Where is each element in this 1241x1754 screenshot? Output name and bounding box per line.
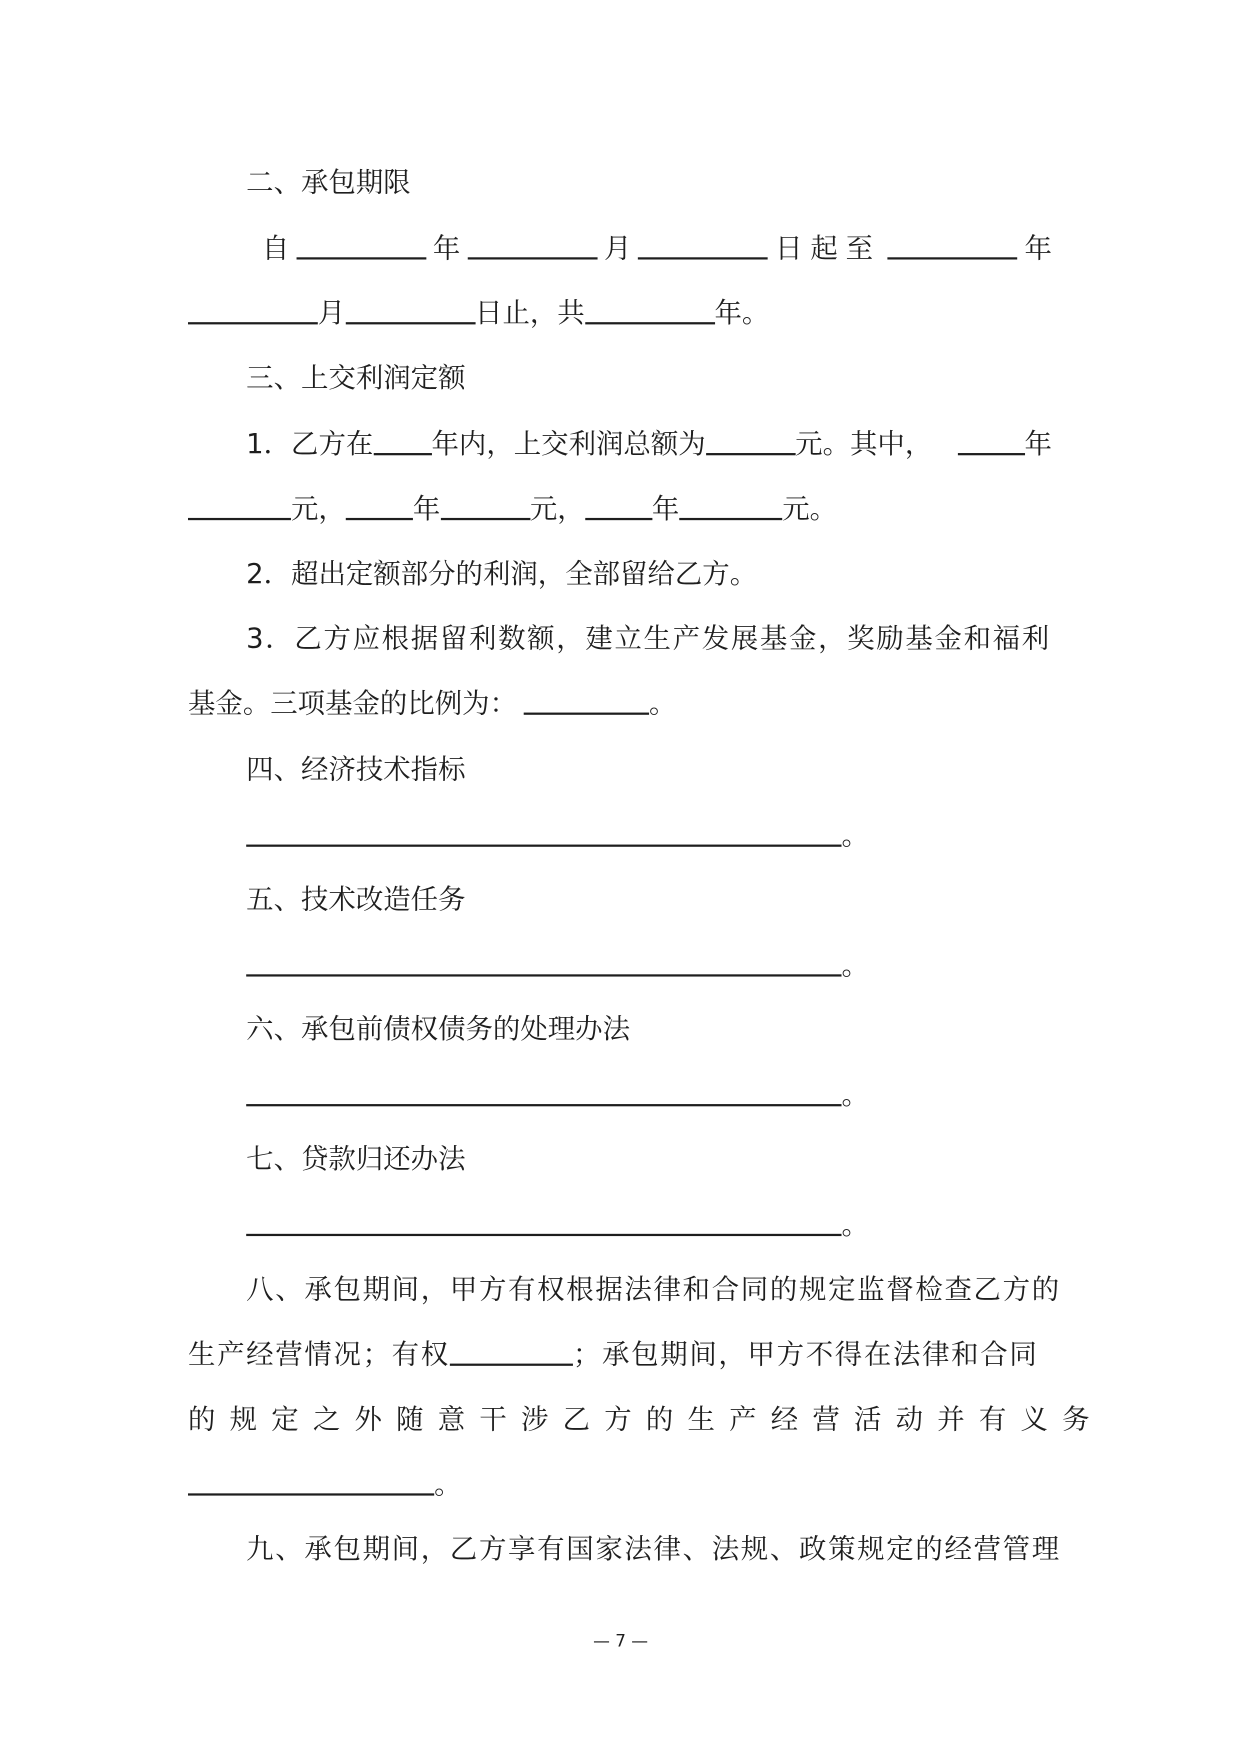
- profit-item-2: [246, 555, 757, 593]
- text-day-total: 日止，共: [475, 296, 585, 329]
- heading-text: 四、经济技术指标: [246, 752, 466, 786]
- section-8-text-2b: ；承包期间，甲方不得在法律和合同: [572, 1337, 1039, 1371]
- tech-renovation-fill-line: [246, 946, 869, 984]
- profit-item-3-line-2: [188, 685, 676, 723]
- blank-year-c: [585, 518, 652, 520]
- blank-year-b: [346, 518, 413, 520]
- text-yuan-b: 元，: [529, 492, 585, 525]
- indicators-fill-line: [246, 817, 869, 855]
- text-period: 。: [841, 1208, 869, 1241]
- blank-amount-b: [440, 518, 530, 520]
- text-period: 。: [841, 1078, 869, 1111]
- text-period: 。: [841, 948, 869, 982]
- blank-start-day: [638, 257, 768, 259]
- item-1-year-group: [957, 425, 1052, 463]
- loan-repayment-fill-line: [246, 1206, 869, 1244]
- item-1-text-group: [188, 425, 932, 463]
- section-8-line-3: [188, 1401, 1104, 1439]
- blank-start-month: [467, 257, 597, 259]
- heading-text: 二、承包期限: [246, 165, 411, 198]
- blank-total-years: [585, 322, 715, 324]
- text-year-b: 年: [412, 492, 441, 525]
- section-heading-indicators: [246, 751, 465, 789]
- text-yuan-among: 元。其中，: [795, 427, 933, 460]
- text-yuan-a: 元，: [290, 492, 346, 525]
- blank-amount-c: [679, 518, 782, 520]
- text-from: 自: [261, 231, 290, 264]
- profit-item-1-line-2: [188, 490, 837, 528]
- section-heading-term: [246, 163, 410, 201]
- debts-fill-line: [246, 1076, 869, 1114]
- heading-text: 三、上交利润定额: [246, 361, 466, 394]
- item-2-text: 2．超出定额部分的利润，全部留给乙方。: [246, 557, 758, 590]
- text-period: 。: [841, 818, 869, 852]
- section-heading-loan-repayment: [246, 1140, 465, 1178]
- heading-text: 七、贷款归还办法: [246, 1142, 466, 1175]
- text-month: 月: [603, 231, 632, 264]
- section-8-text-3: 的规定之外随意干涉乙方的生产经营活动并有义务: [187, 1402, 1104, 1436]
- page-number-text: — 7 —: [593, 1630, 649, 1652]
- text-yuan-c: 元。: [782, 492, 838, 525]
- blank-indicators: [246, 845, 841, 847]
- section-9-text-1: 九、承包期间，乙方享有国家法律、法规、政策规定的经营管理: [246, 1532, 1061, 1565]
- blank-total-amount: [706, 453, 796, 455]
- profit-item-1-line-1: [188, 425, 1052, 463]
- blank-party-a-obligation: [188, 1493, 434, 1495]
- term-line-1: [188, 229, 1052, 267]
- section-heading-tech-renovation: [246, 880, 465, 918]
- blank-loan-repayment: [246, 1234, 841, 1236]
- text-day-until: 日起至: [775, 231, 881, 264]
- blank-fund-ratio: [524, 713, 649, 715]
- heading-text: 五、技术改造任务: [246, 882, 466, 916]
- blank-end-month: [188, 322, 318, 324]
- blank-years-count: [373, 453, 431, 455]
- text-period: 。: [649, 686, 677, 720]
- item-3-text: 3．乙方应根据留利数额，建立生产发展基金，奖励基金和福利: [246, 621, 1051, 655]
- section-9-line-1: [246, 1530, 1061, 1568]
- blank-year-a: [957, 453, 1024, 455]
- text-year-2: 年: [1024, 231, 1052, 264]
- text-party-b-within: 1．乙方在: [246, 427, 374, 460]
- text-month-2: 月: [317, 296, 346, 329]
- blank-end-day: [345, 322, 475, 324]
- text-year-c: 年: [651, 492, 680, 525]
- text-year-a: 年: [1024, 427, 1052, 460]
- page-number: [593, 1630, 648, 1652]
- blank-end-year: [888, 257, 1018, 259]
- section-heading-profit-quota: [246, 359, 465, 397]
- blank-debts: [246, 1104, 841, 1106]
- text-total-profit: 年内，上交利润总额为: [431, 427, 706, 460]
- text-fund-ratio: 基金。三项基金的比例为：: [187, 686, 517, 720]
- term-line-2: [188, 294, 769, 332]
- text-years: 年。: [714, 296, 770, 329]
- text-year: 年: [432, 231, 461, 264]
- section-heading-debts: [246, 1010, 630, 1048]
- section-8-line-4: [188, 1465, 462, 1503]
- blank-amount-a: [188, 518, 291, 520]
- section-8-line-1: [246, 1271, 1061, 1309]
- blank-party-a-right: [450, 1364, 573, 1366]
- section-8-line-2: [188, 1336, 1038, 1374]
- section-8-text-2a: 生产经营情况；有权: [187, 1337, 450, 1371]
- text-period: 。: [434, 1467, 462, 1501]
- heading-text: 六、承包前债权债务的处理办法: [246, 1012, 631, 1045]
- profit-item-3-line-1: [246, 620, 1052, 658]
- blank-start-year: [296, 257, 426, 259]
- blank-tech-renovation: [246, 974, 841, 976]
- section-8-text-1: 八、承包期间，甲方有权根据法律和合同的规定监督检查乙方的: [246, 1272, 1061, 1306]
